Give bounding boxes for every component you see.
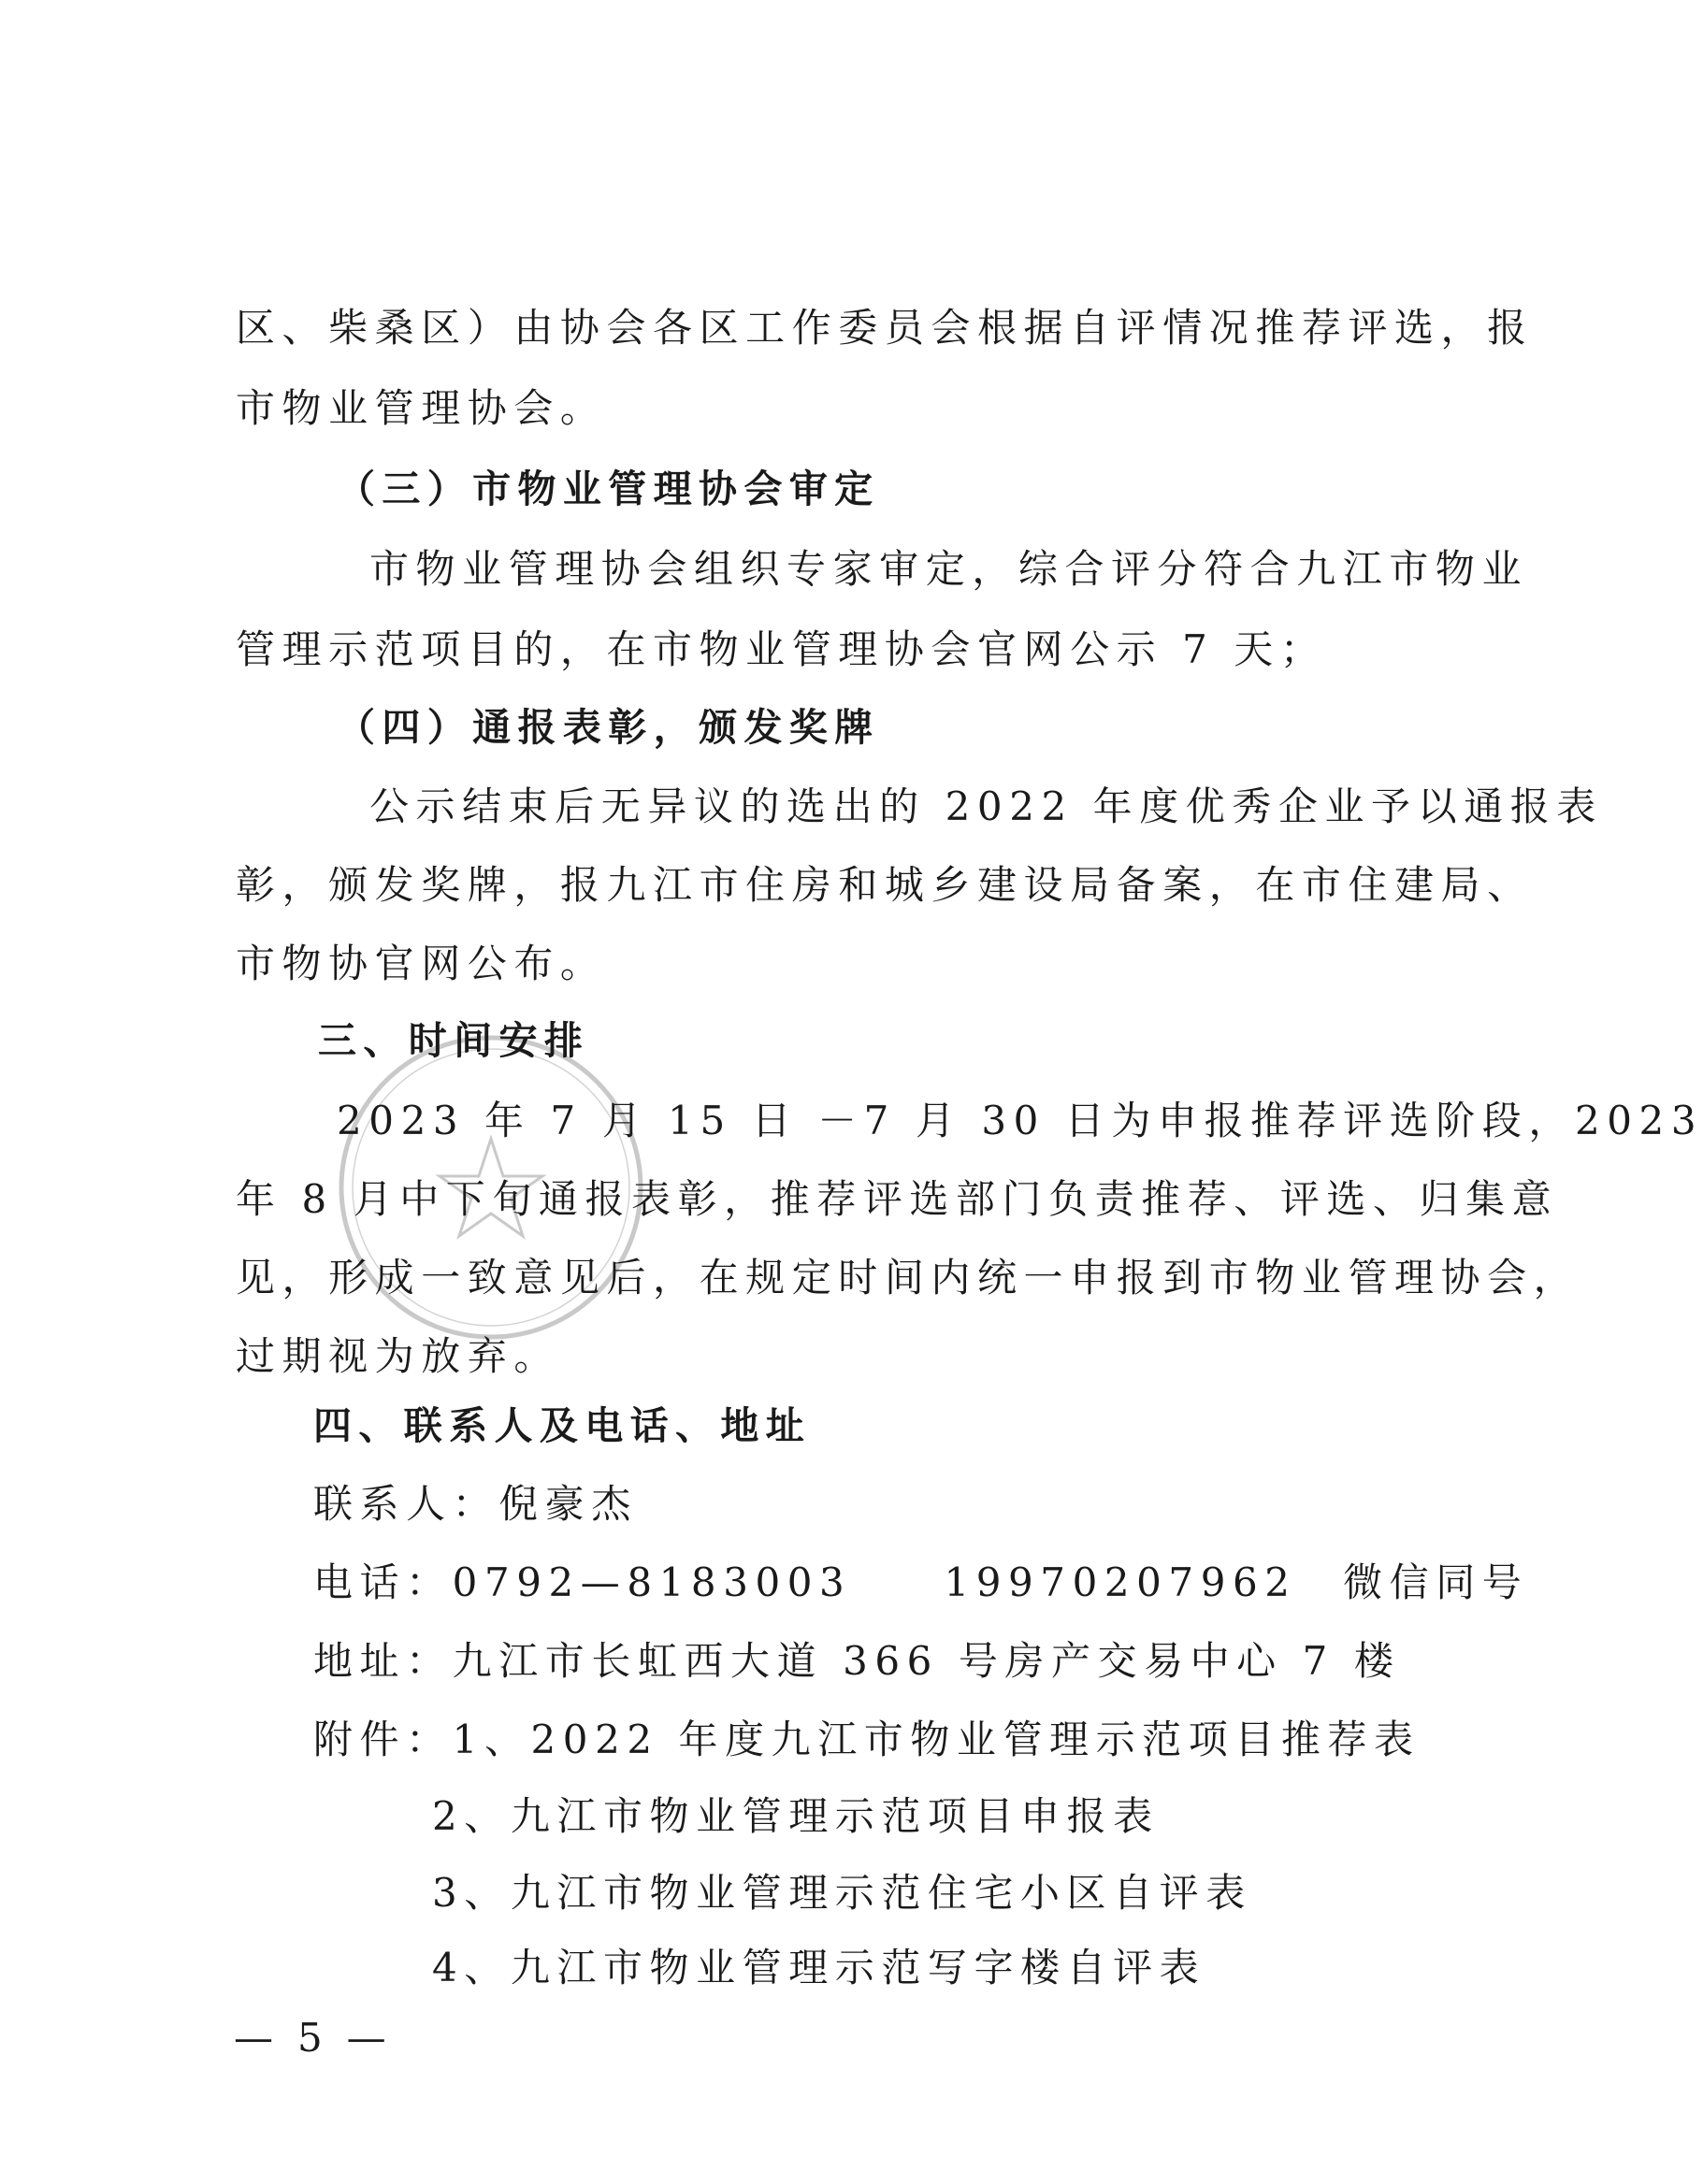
contact-address: 地址：九江市长虹西大道 366 号房产交易中心 7 楼: [313, 1638, 1401, 1684]
body-line-5: 管理示范项目的，在市物业管理协会官网公示 7 天；: [236, 626, 1327, 672]
page-number: — 5 —: [234, 2015, 392, 2061]
contact-person: 联系人：倪豪杰: [313, 1481, 638, 1527]
chapter-heading-time: 三、时间安排: [318, 1018, 590, 1063]
chapter-heading-contact: 四、联系人及电话、地址: [313, 1403, 812, 1448]
contact-phone: 电话：0792—8183003 19970207962 微信同号: [313, 1559, 1529, 1605]
body-line-13: 见，形成一致意见后，在规定时间内统一申报到市物业管理协会，: [236, 1255, 1580, 1300]
body-line-2: 市物业管理协会。: [236, 385, 607, 431]
attachment-line-1: 附件：1、2022 年度九江市物业管理示范项目推荐表: [313, 1717, 1421, 1762]
body-line-1: 区、柴桑区）由协会各区工作委员会根据自评情况推荐评选，报: [236, 305, 1534, 351]
attachment-line-3: 3、九江市物业管理示范住宅小区自评表: [432, 1870, 1252, 1916]
attachment-line-4: 4、九江市物业管理示范写字楼自评表: [432, 1945, 1206, 1990]
section-heading-4: （四）通报表彰，颁发奖牌: [337, 705, 880, 750]
body-line-7: 公示结束后无异议的选出的 2022 年度优秀企业予以通报表: [369, 783, 1603, 829]
body-line-14: 过期视为放弃。: [236, 1333, 560, 1379]
attachment-line-2: 2、九江市物业管理示范项目申报表: [432, 1793, 1160, 1839]
section-heading-3: （三）市物业管理协会审定: [337, 467, 880, 511]
body-line-4: 市物业管理协会组织专家审定，综合评分符合九江市物业: [369, 546, 1529, 592]
body-line-8: 彰，颁发奖牌，报九江市住房和城乡建设局备案，在市住建局、: [236, 862, 1534, 908]
body-line-11: 2023 年 7 月 15 日 －7 月 30 日为申报推荐评选阶段，2023: [337, 1098, 1703, 1143]
body-line-12: 年 8 月中下旬通报表彰，推荐评选部门负责推荐、评选、归集意: [236, 1176, 1559, 1222]
body-line-9: 市物协官网公布。: [236, 941, 607, 986]
